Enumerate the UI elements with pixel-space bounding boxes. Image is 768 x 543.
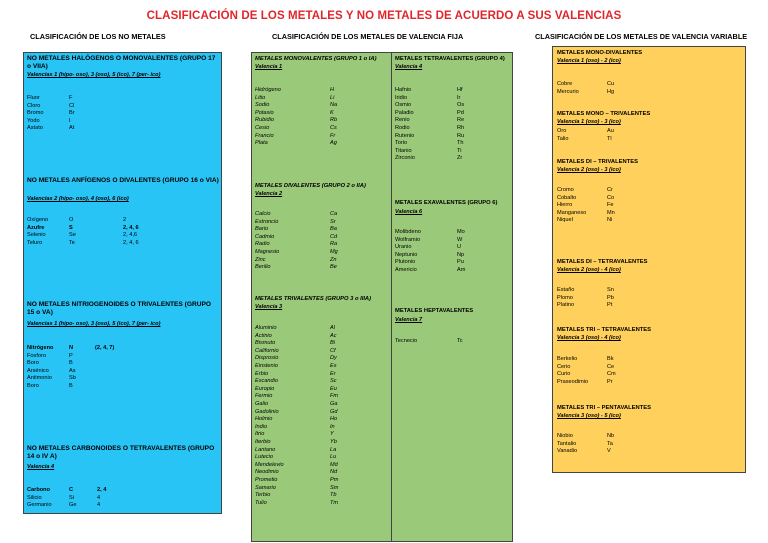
element-name: Actinio bbox=[255, 332, 272, 339]
element-symbol: Gd bbox=[330, 408, 338, 415]
element-symbol: Fr bbox=[330, 132, 336, 139]
element-name: Californio bbox=[255, 347, 279, 354]
element-name: Torio bbox=[395, 140, 408, 147]
element-name: Niobio bbox=[557, 433, 573, 439]
element-symbol: Ba bbox=[330, 226, 337, 233]
element-name: Vanadio bbox=[557, 448, 578, 455]
element-symbol: Cu bbox=[607, 81, 615, 87]
section-valence: Valencia 3 bbox=[255, 304, 283, 310]
element-symbol: Sm bbox=[330, 484, 339, 491]
section-valence: Valencia 1 (oso) - 3 (ico) bbox=[557, 119, 621, 125]
element-symbol: Hg bbox=[607, 88, 615, 95]
element-symbol: Ra bbox=[330, 241, 338, 248]
section-heading: NO METALES CARBONOIDES O TETRAVALENTES (GRUPO 14 o IV A) bbox=[27, 445, 215, 461]
section-valence: Valencias 1 (hipo- oso), 3 (oso), 5 (ico), 7 (per- ico) bbox=[27, 321, 161, 327]
element-name: Fermio bbox=[255, 393, 273, 400]
element-symbol: Rb bbox=[330, 117, 338, 124]
element-name: Antimonio bbox=[27, 375, 52, 382]
element-symbol: Tl bbox=[607, 135, 612, 142]
section-valence: Valencia 3 (oso) - 4 (ico) bbox=[557, 335, 621, 341]
element-name: Sodio bbox=[255, 102, 270, 109]
element-name: Yodo bbox=[27, 117, 40, 124]
element-name: Hidrógeno bbox=[255, 87, 281, 93]
element-symbol: S bbox=[69, 224, 73, 231]
element-name: Hierro bbox=[557, 202, 573, 209]
element-name: Iridio bbox=[395, 94, 408, 101]
element-name: Hafnio bbox=[395, 87, 412, 93]
element-symbol: Nb bbox=[607, 433, 615, 439]
section-heading: METALES MONO – TRIVALENTES bbox=[557, 111, 651, 117]
element-symbol: Ti bbox=[457, 147, 462, 154]
section-valence: Valencia 2 bbox=[255, 191, 283, 197]
element-name: Neptunio bbox=[395, 251, 418, 258]
element-name: Plata bbox=[255, 140, 268, 147]
element-name: Astato bbox=[27, 125, 43, 132]
element-name: Boro bbox=[27, 383, 39, 389]
section-valence: Valencia 2 (oso) - 4 (ico) bbox=[557, 267, 621, 273]
element-symbol: Au bbox=[607, 128, 614, 134]
element-name: Francio bbox=[255, 132, 274, 139]
section-valence: Valencia 2 (oso) - 3 (ico) bbox=[557, 167, 621, 173]
element-symbol: Fe bbox=[607, 202, 614, 209]
nonmetals-panel bbox=[23, 52, 222, 514]
column-divider bbox=[391, 53, 392, 541]
element-symbol: Te bbox=[69, 239, 75, 246]
variable-valence-panel bbox=[552, 46, 746, 473]
element-name: Bario bbox=[255, 226, 269, 233]
element-symbol: Md bbox=[330, 461, 338, 468]
element-symbol: Yb bbox=[330, 439, 337, 445]
element-name: Erbio bbox=[255, 370, 269, 377]
section-valence: Valencia 6 bbox=[395, 209, 423, 215]
element-symbol: Cm bbox=[607, 371, 616, 378]
element-symbol: Ni bbox=[607, 217, 613, 224]
element-name: Rodio bbox=[395, 125, 410, 131]
element-name: Einstenio bbox=[255, 363, 279, 369]
element-valence: 2 bbox=[123, 217, 127, 223]
section-heading: METALES DI – TETRAVALENTES bbox=[557, 259, 648, 265]
element-valence: 2, 4, 6 bbox=[123, 239, 139, 246]
element-symbol: Pr bbox=[607, 378, 613, 385]
element-name: Itrio bbox=[255, 431, 265, 438]
section-heading: METALES EXAVALENTES (GRUPO 6) bbox=[395, 200, 498, 206]
element-symbol: Pt bbox=[607, 302, 613, 309]
element-symbol: As bbox=[69, 367, 76, 374]
section-valence: Valencia 3 (oso) - 5 (ico) bbox=[557, 413, 621, 419]
element-name: Osmio bbox=[395, 102, 412, 109]
element-symbol: At bbox=[69, 125, 75, 132]
element-name: Selenio bbox=[27, 232, 46, 239]
element-name: Samario bbox=[255, 484, 276, 491]
element-name: Niquel bbox=[557, 217, 573, 224]
element-symbol: K bbox=[330, 109, 334, 116]
element-name: Oro bbox=[557, 128, 567, 134]
element-symbol: Es bbox=[330, 363, 337, 369]
element-name: Zinc bbox=[255, 256, 266, 263]
section-heading: METALES TRIVALENTES (GRUPO 3 o IIIA) bbox=[255, 296, 372, 302]
element-symbol: Lu bbox=[330, 454, 337, 461]
element-name: Holmio bbox=[255, 416, 273, 423]
section-valence: Valencia 1 bbox=[255, 64, 283, 70]
element-name: Potasio bbox=[255, 109, 274, 116]
element-name: Arsénico bbox=[27, 367, 49, 374]
element-name: Rubidio bbox=[255, 117, 274, 124]
element-symbol: Al bbox=[330, 325, 335, 331]
element-name: Boro bbox=[27, 360, 39, 367]
element-name: Cromo bbox=[557, 187, 574, 193]
element-symbol: Bk bbox=[607, 356, 614, 362]
element-symbol: Li bbox=[330, 94, 335, 101]
element-name: Silicio bbox=[27, 494, 42, 501]
element-symbol: Na bbox=[330, 102, 338, 109]
element-name: Praseodimio bbox=[557, 378, 589, 385]
element-valence: 4 bbox=[97, 502, 101, 509]
element-name: Lutecio bbox=[255, 454, 274, 461]
element-symbol: Os bbox=[457, 102, 465, 109]
element-name: Cerio bbox=[557, 363, 571, 370]
element-symbol: Eu bbox=[330, 385, 337, 392]
element-name: Neodimio bbox=[255, 469, 279, 476]
element-symbol: Tb bbox=[330, 492, 337, 499]
element-symbol: La bbox=[330, 446, 337, 453]
element-valence: 2, 4 bbox=[97, 487, 107, 493]
section-valence: Valencias 2 (hipo- oso), 4 (oso), 6 (ico) bbox=[27, 196, 129, 202]
element-symbol: Np bbox=[457, 251, 465, 258]
element-valence: 2, 4, 6 bbox=[123, 224, 139, 231]
element-symbol: Ir bbox=[457, 94, 461, 101]
element-name: Prometio bbox=[255, 477, 278, 483]
element-name: Galio bbox=[255, 401, 269, 407]
element-symbol: I bbox=[69, 117, 71, 124]
fixed-valence-panel bbox=[251, 52, 513, 542]
element-symbol: Hf bbox=[457, 87, 463, 93]
section-valence: Valencia 4 bbox=[395, 64, 423, 70]
section-heading: METALES DI – TRIVALENTES bbox=[557, 159, 638, 165]
element-name: Wolframio bbox=[395, 236, 421, 243]
element-name: Europio bbox=[255, 385, 275, 392]
element-name: Zirconio bbox=[395, 155, 415, 162]
element-name: Cesio bbox=[255, 125, 270, 131]
section-heading: METALES TETRAVALENTES (GRUPO 4) bbox=[395, 56, 505, 62]
element-name: Lantano bbox=[255, 446, 276, 453]
element-name: Mercurio bbox=[557, 88, 579, 95]
element-symbol: Mg bbox=[330, 249, 338, 255]
element-symbol: Pb bbox=[607, 294, 614, 301]
element-symbol: Cs bbox=[330, 125, 337, 131]
element-name: Estroncio bbox=[255, 218, 279, 225]
element-symbol: Se bbox=[69, 232, 76, 239]
element-name: Talio bbox=[557, 135, 569, 142]
element-symbol: P bbox=[69, 352, 73, 359]
page-title: CLASIFICACIÓN DE LOS METALES Y NO METALES DE ACUERDO A SUS VALENCIAS bbox=[146, 10, 622, 22]
element-symbol: Ca bbox=[330, 211, 338, 217]
element-name: Uranio bbox=[395, 244, 412, 251]
element-symbol: Ru bbox=[457, 132, 465, 139]
element-symbol: Ag bbox=[330, 140, 337, 147]
section-valence: Valencia 7 bbox=[395, 317, 423, 323]
element-valence: 4 bbox=[97, 494, 101, 501]
element-name: Bromo bbox=[27, 110, 44, 117]
element-symbol: Y bbox=[330, 431, 334, 438]
element-symbol: Mo bbox=[457, 229, 465, 235]
element-symbol: O bbox=[69, 217, 74, 223]
element-name: Manganeso bbox=[557, 209, 587, 216]
element-symbol: Nd bbox=[330, 469, 338, 476]
element-name: Cloro bbox=[27, 102, 41, 109]
section-heading: METALES MONO-DIVALENTES bbox=[557, 50, 643, 56]
element-symbol: Tc bbox=[457, 338, 463, 344]
element-symbol: B bbox=[69, 383, 73, 389]
element-name: Plutonio bbox=[395, 259, 416, 266]
element-name: Americio bbox=[395, 267, 417, 273]
element-name: Escandio bbox=[255, 378, 279, 385]
element-symbol: Th bbox=[457, 140, 464, 147]
section-heading: NO METALES NITRIOGENOIDES O TRIVALENTES (GRUPO 15 o VA) bbox=[27, 301, 212, 317]
element-symbol: Sb bbox=[69, 375, 76, 382]
section-valence: Valencias 1 (hipo- oso), 3 (oso), 5 (ico), 7 (per- ico) bbox=[27, 72, 161, 78]
element-symbol: Ce bbox=[607, 363, 615, 370]
element-symbol: Be bbox=[330, 264, 337, 271]
element-symbol: C bbox=[69, 487, 74, 493]
element-symbol: Cr bbox=[607, 187, 613, 193]
element-symbol: Bi bbox=[330, 340, 335, 347]
element-name: Renio bbox=[395, 117, 410, 124]
element-symbol: Co bbox=[607, 194, 615, 201]
element-symbol: Cl bbox=[69, 102, 75, 109]
element-name: Titanio bbox=[395, 147, 412, 154]
nonmetals-column-heading: CLASIFICACIÓN DE LOS NO METALES bbox=[30, 32, 166, 41]
element-name: Curio bbox=[557, 371, 571, 378]
element-name: Tecnecio bbox=[395, 338, 418, 344]
element-name: Mendelevio bbox=[255, 461, 284, 468]
element-symbol: Cd bbox=[330, 233, 338, 240]
element-symbol: Am bbox=[457, 267, 466, 273]
element-symbol: In bbox=[330, 423, 335, 430]
element-name: Aluminio bbox=[255, 325, 277, 331]
element-symbol: U bbox=[457, 244, 462, 251]
element-symbol: Sr bbox=[330, 218, 336, 225]
element-name: Tulio bbox=[255, 499, 267, 506]
fixed-valence-column-heading: CLASIFICACIÓN DE LOS METALES DE VALENCIA FIJA bbox=[272, 32, 464, 41]
section-heading: METALES TRI – PENTAVALENTES bbox=[557, 405, 651, 411]
element-symbol: Rh bbox=[457, 125, 465, 131]
element-valence: 2, 4,6 bbox=[123, 232, 137, 239]
element-symbol: Dy bbox=[330, 355, 337, 362]
element-symbol: Zr bbox=[457, 155, 463, 162]
element-symbol: Pd bbox=[457, 109, 464, 116]
element-name: Estaño bbox=[557, 287, 575, 293]
element-name: Terbio bbox=[255, 492, 271, 499]
element-name: Disprosio bbox=[255, 355, 279, 362]
element-symbol: Zn bbox=[330, 256, 337, 263]
section-heading: METALES HEPTAVALENTES bbox=[395, 308, 474, 314]
element-name: Calcio bbox=[255, 211, 271, 217]
element-symbol: Pu bbox=[457, 259, 464, 266]
element-name: Teluro bbox=[27, 239, 43, 246]
element-name: Cobalto bbox=[557, 194, 577, 201]
element-symbol: V bbox=[607, 448, 611, 455]
element-symbol: Re bbox=[457, 117, 465, 124]
element-name: Plomo bbox=[557, 294, 573, 301]
element-symbol: Ho bbox=[330, 416, 338, 423]
element-symbol: B bbox=[69, 360, 73, 367]
element-name: Cadmio bbox=[255, 233, 275, 240]
element-name: Berkelio bbox=[557, 356, 578, 362]
element-name: Molibdeno bbox=[395, 229, 421, 235]
element-name: Germanio bbox=[27, 502, 52, 509]
element-name: Cobre bbox=[557, 81, 573, 87]
section-heading: METALES MONOVALENTES (GRUPO 1 o IA) bbox=[255, 56, 377, 62]
element-name: Gadolinio bbox=[255, 408, 279, 415]
element-name: Iterbio bbox=[255, 439, 271, 445]
element-symbol: Ga bbox=[330, 401, 338, 407]
element-symbol: Tm bbox=[330, 499, 339, 506]
element-symbol: Er bbox=[330, 370, 336, 377]
element-symbol: Ge bbox=[69, 502, 77, 509]
element-symbol: N bbox=[69, 345, 74, 351]
section-heading: METALES TRI – TETRAVALENTES bbox=[557, 327, 652, 333]
element-name: Platino bbox=[557, 302, 575, 309]
element-name: Bismuto bbox=[255, 340, 276, 347]
element-symbol: Sn bbox=[607, 287, 614, 293]
element-name: Nitrógeno bbox=[27, 345, 54, 351]
section-valence: Valencia 1 (oso) - 2 (ico) bbox=[557, 58, 621, 64]
element-name: Berilio bbox=[255, 264, 271, 271]
element-symbol: Cf bbox=[330, 347, 336, 354]
element-name: Carbono bbox=[27, 487, 50, 493]
element-symbol: H bbox=[330, 87, 335, 93]
element-name: Paladio bbox=[395, 109, 414, 116]
element-symbol: Br bbox=[69, 110, 75, 117]
element-name: Litio bbox=[255, 94, 266, 101]
element-symbol: W bbox=[457, 236, 463, 243]
element-symbol: F bbox=[69, 95, 73, 101]
element-name: Rutenio bbox=[395, 132, 415, 139]
element-name: Fosforo bbox=[27, 352, 46, 359]
element-name: Tantalio bbox=[557, 440, 577, 447]
element-name: Radio bbox=[255, 241, 270, 248]
element-symbol: Si bbox=[69, 494, 74, 501]
variable-valence-column-heading: CLASIFICACIÓN DE LOS METALES DE VALENCIA VARIABLE bbox=[535, 32, 748, 41]
element-name: Indio bbox=[255, 423, 268, 430]
section-heading: METALES DIVALENTES (GRUPO 2 o IIA) bbox=[255, 183, 366, 189]
element-symbol: Sc bbox=[330, 378, 337, 385]
element-name: Oxígeno bbox=[27, 217, 49, 223]
element-symbol: Pm bbox=[330, 477, 339, 483]
element-name: Azufre bbox=[27, 224, 45, 231]
element-symbol: Ac bbox=[330, 332, 337, 339]
section-heading: NO METALES HALÓGENOS O MONOVALENTES (GRUPO 17 o VIIA) bbox=[27, 55, 216, 71]
section-valence: Valencia 4 bbox=[27, 464, 55, 470]
element-symbol: Ta bbox=[607, 440, 613, 447]
element-valence: (2, 4, 7) bbox=[95, 345, 115, 351]
element-name: Magnesio bbox=[255, 249, 280, 255]
section-heading: NO METALES ANFÍGENOS O DIVALENTES (GRUPO 16 o VIA) bbox=[27, 177, 219, 184]
element-symbol: Fm bbox=[330, 393, 339, 400]
element-symbol: Mn bbox=[607, 209, 615, 216]
element-name: Fluor bbox=[27, 95, 40, 101]
